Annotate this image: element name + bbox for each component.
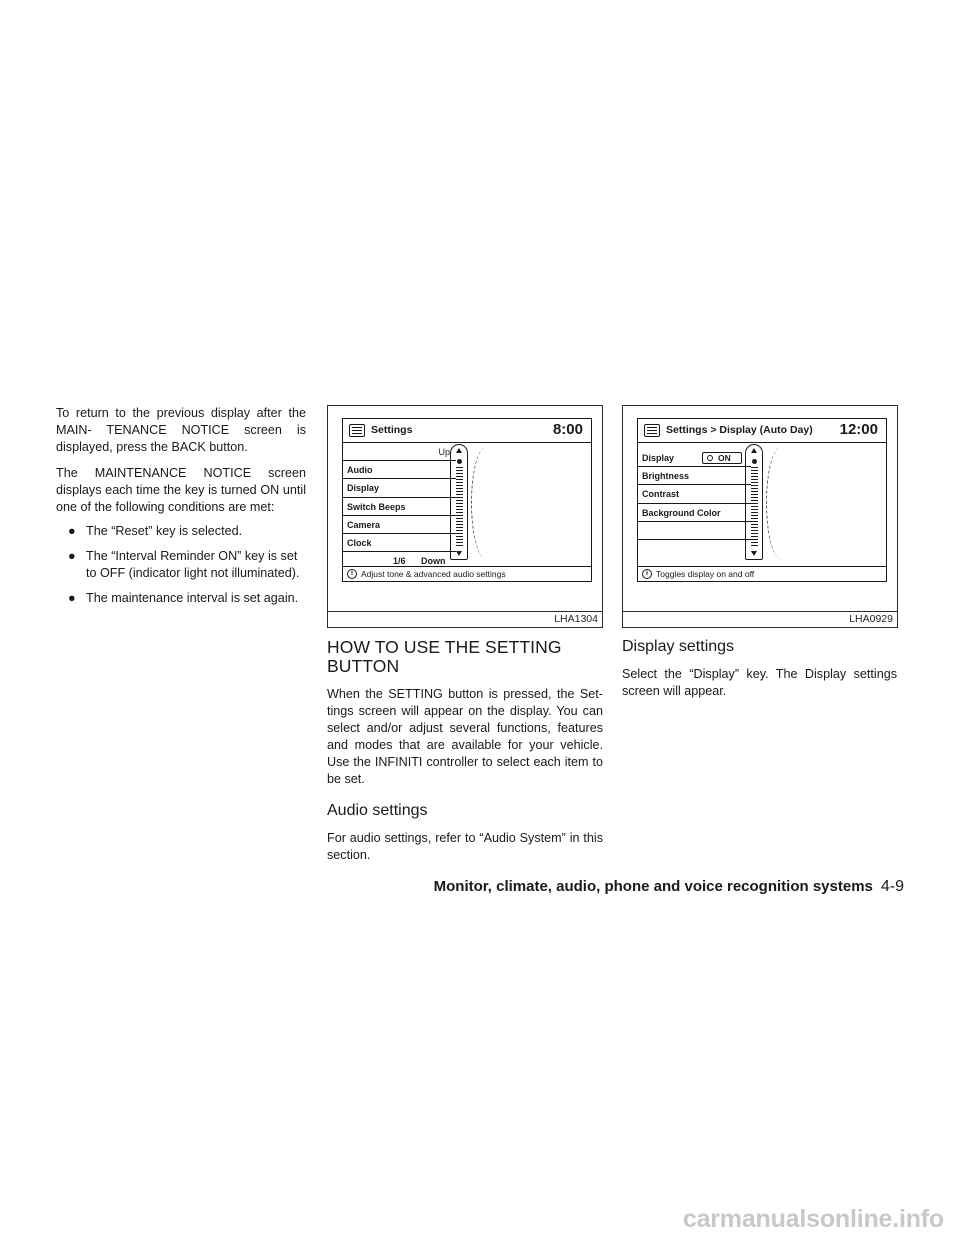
conditions-list bbox=[56, 523, 306, 607]
watermark: carmanualsonline.info bbox=[682, 1205, 944, 1233]
scroll-up-key[interactable]: Up bbox=[343, 443, 456, 461]
controller-arc bbox=[471, 447, 501, 559]
left-column bbox=[56, 405, 306, 615]
scroll-track bbox=[751, 467, 758, 547]
hint-text: Toggles display on and off bbox=[656, 569, 755, 579]
list-item: ● The maintenance interval is set again. bbox=[68, 591, 299, 605]
info-icon: i bbox=[347, 569, 357, 579]
display-toggle[interactable]: ON bbox=[702, 452, 742, 464]
screen-titlebar bbox=[343, 419, 591, 443]
arrow-up-icon bbox=[456, 448, 462, 453]
maintenance-paragraph: The MAINTENANCE NOTICE screen displays each time the key is turned ON until one of the following conditions are met: bbox=[56, 466, 306, 514]
scroll-bar[interactable] bbox=[745, 444, 763, 560]
scroll-down-key[interactable]: Down bbox=[421, 556, 446, 567]
right-column bbox=[622, 638, 897, 709]
middle-column bbox=[327, 638, 603, 873]
menu-item-empty bbox=[638, 522, 751, 540]
page-number: 4-9 bbox=[880, 878, 904, 895]
menu-item-contrast[interactable]: Contrast bbox=[638, 485, 751, 503]
setting-button-paragraph: When the SETTING button is pressed, the Set- tings screen will appear on the display. You can select and/or adjust several functions, features and modes that are available for your vehicle. Use the INFINITI controller to select each item to be set. bbox=[327, 687, 603, 786]
menu-item-display[interactable]: Display bbox=[343, 479, 456, 497]
menu-item-camera[interactable]: Camera bbox=[343, 516, 456, 534]
page-footer bbox=[434, 878, 904, 896]
settings-menu-icon bbox=[644, 424, 660, 437]
arrow-down-icon bbox=[751, 551, 757, 556]
display-settings-paragraph: Select the “Display” key. The Display settings screen will appear. bbox=[622, 667, 897, 698]
menu-item-brightness[interactable]: Brightness bbox=[638, 467, 751, 485]
hint-text: Adjust tone & advanced audio settings bbox=[361, 569, 506, 579]
section-heading: HOW TO USE THE SETTING BUTTON bbox=[327, 637, 562, 676]
list-item: ● The “Reset” key is selected. bbox=[68, 524, 243, 538]
display-settings-heading: Display settings bbox=[622, 638, 735, 655]
arrow-up-icon bbox=[751, 448, 757, 453]
scroll-knob[interactable] bbox=[752, 459, 757, 464]
figure-divider bbox=[328, 611, 602, 612]
screen-title: Settings bbox=[371, 424, 413, 436]
display-settings-screen bbox=[637, 418, 887, 582]
figure-code: LHA1304 bbox=[554, 613, 598, 625]
bullet-icon: ● bbox=[68, 591, 76, 605]
display-screen-figure bbox=[622, 405, 898, 628]
screen-hint-bar bbox=[638, 566, 886, 581]
chapter-title: Monitor, climate, audio, phone and voice recognition systems bbox=[433, 878, 873, 895]
menu-item-switch-beeps[interactable]: Switch Beeps bbox=[343, 498, 456, 516]
menu-item-display[interactable]: Display ON bbox=[638, 449, 751, 467]
return-paragraph: To return to the previous display after the MAIN- TENANCE NOTICE screen is displayed, press the BACK button. bbox=[56, 406, 306, 454]
toggle-indicator-icon bbox=[707, 455, 713, 461]
display-menu bbox=[638, 443, 751, 558]
info-icon: i bbox=[642, 569, 652, 579]
menu-item-background-color[interactable]: Background Color bbox=[638, 504, 751, 522]
settings-menu bbox=[343, 443, 456, 570]
settings-screen bbox=[342, 418, 592, 582]
figure-divider bbox=[623, 611, 897, 612]
list-item: ● The “Interval Reminder ON” key is set to OFF (indicator light not illuminated). bbox=[68, 549, 300, 580]
figure-code: LHA0929 bbox=[849, 613, 893, 625]
screen-titlebar bbox=[638, 419, 886, 443]
controller-arc bbox=[766, 447, 796, 559]
arrow-down-icon bbox=[456, 551, 462, 556]
bullet-icon: ● bbox=[68, 524, 76, 538]
scroll-knob[interactable] bbox=[457, 459, 462, 464]
screen-title: Settings > Display (Auto Day) bbox=[666, 424, 813, 436]
page-indicator: 1/6 bbox=[393, 556, 406, 567]
scroll-track bbox=[456, 467, 463, 547]
menu-item-audio[interactable]: Audio bbox=[343, 461, 456, 479]
screen-hint-bar bbox=[343, 566, 591, 581]
audio-settings-heading: Audio settings bbox=[327, 802, 428, 819]
audio-settings-paragraph: For audio settings, refer to “Audio System” in this section. bbox=[327, 831, 603, 862]
menu-item-empty bbox=[638, 540, 751, 558]
settings-menu-icon bbox=[349, 424, 365, 437]
clock-time: 8:00 bbox=[552, 421, 583, 438]
settings-screen-figure bbox=[327, 405, 603, 628]
clock-time: 12:00 bbox=[839, 421, 878, 438]
menu-item-clock[interactable]: Clock bbox=[343, 534, 456, 552]
bullet-icon: ● bbox=[68, 549, 76, 563]
scroll-bar[interactable] bbox=[450, 444, 468, 560]
